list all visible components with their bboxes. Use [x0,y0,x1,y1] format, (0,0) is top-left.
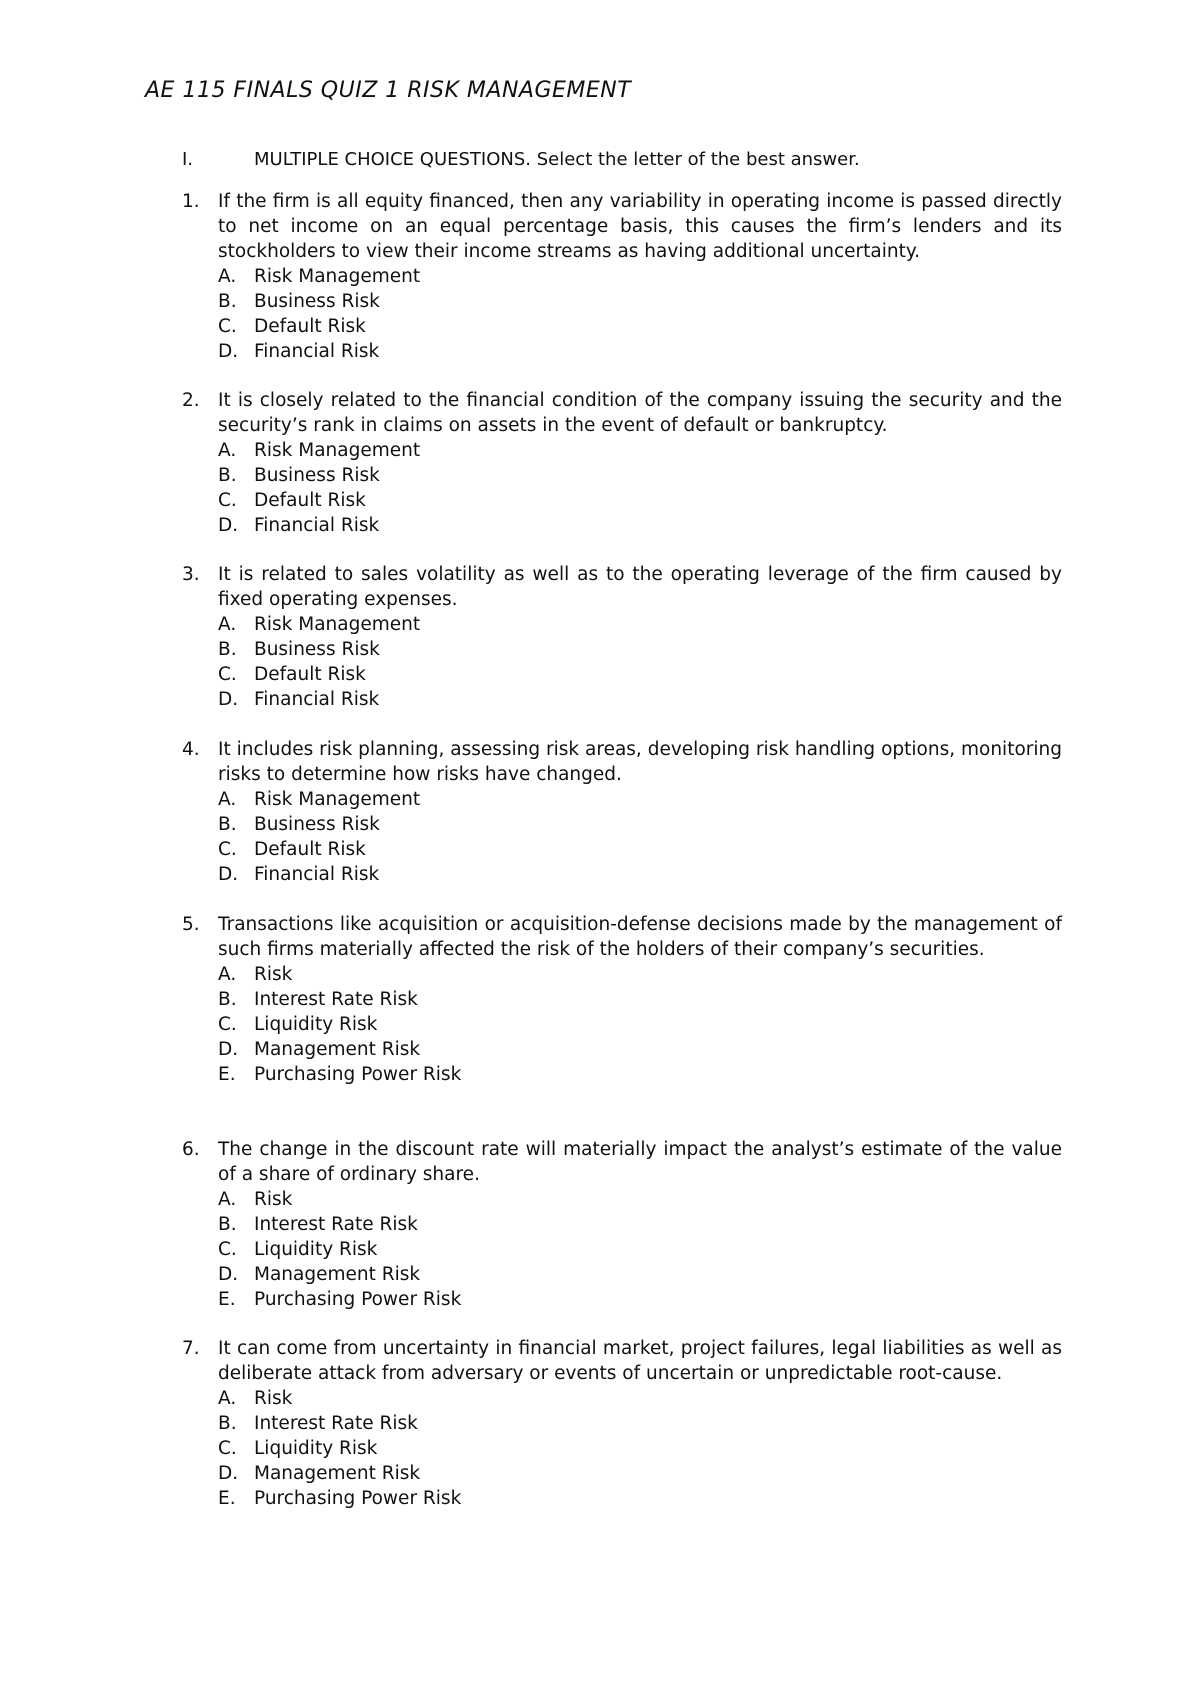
option-c: C. Liquidity Risk [218,1014,378,1035]
option-b: B. Interest Rate Risk [218,1214,418,1235]
option-a: A. Risk [218,1189,293,1210]
option-d: D. Management Risk [218,1039,421,1060]
option-list [218,1187,1062,1312]
option-a: A. Risk Management [218,789,421,810]
option-d: D. Financial Risk [218,864,380,885]
question-1 [182,189,1062,364]
question-number: 2. [182,390,200,411]
question-stem: Transactions like acquisition or acquisition-defense decisions made by the management of such firms materially affected the risk of the holders of their company’s securities. [218,914,1062,960]
option-d: D. Financial Risk [218,341,380,362]
option-e: E. Purchasing Power Risk [218,1289,462,1310]
option-a: A. Risk Management [218,266,421,287]
question-3 [182,562,1062,712]
question-stem: The change in the discount rate will materially impact the analyst’s estimate of the value of a share of ordinary share. [218,1139,1062,1185]
section-instructions: MULTIPLE CHOICE QUESTIONS. Select the letter of the best answer. [254,149,860,170]
option-c: C. Liquidity Risk [218,1438,378,1459]
section-numeral: I. [182,149,194,170]
question-5 [182,912,1062,1087]
option-d: D. Financial Risk [218,689,380,710]
option-d: D. Management Risk [218,1463,421,1484]
question-number: 3. [182,564,200,585]
question-6 [182,1137,1062,1312]
option-list [218,962,1062,1087]
option-a: A. Risk [218,1388,293,1409]
option-b: B. Business Risk [218,465,380,486]
option-b: B. Business Risk [218,639,380,660]
question-number: 4. [182,739,200,760]
question-number: 6. [182,1139,200,1160]
question-stem: It is related to sales volatility as well as to the operating leverage of the firm caused by fixed operating expenses. [218,564,1062,610]
option-c: C. Default Risk [218,664,366,685]
option-list [218,612,1062,712]
question-4 [182,737,1062,887]
question-stem: If the firm is all equity financed, then any variability in operating income is passed directly to net income on an equal percentage basis, this causes the firm’s lenders and its stockholders to view their income streams as having additional uncertainty. [218,191,1062,262]
question-stem: It can come from uncertainty in financial market, project failures, legal liabilities as well as deliberate attack from adversary or events of uncertain or unpredictable root-cause. [218,1338,1062,1384]
section-heading [182,149,860,170]
option-a: A. Risk Management [218,440,421,461]
option-d: D. Financial Risk [218,515,380,536]
option-d: D. Management Risk [218,1264,421,1285]
option-c: C. Default Risk [218,839,366,860]
option-c: C. Default Risk [218,316,366,337]
option-b: B. Interest Rate Risk [218,989,418,1010]
question-stem: It is closely related to the financial condition of the company issuing the security and the security’s rank in claims on assets in the event of default or bankruptcy. [218,390,1062,436]
document-title: AE 115 FINALS QUIZ 1 RISK MANAGEMENT [145,78,632,103]
option-c: C. Liquidity Risk [218,1239,378,1260]
question-number: 1. [182,191,200,212]
question-number: 7. [182,1338,200,1359]
option-list [218,438,1062,538]
question-2 [182,388,1062,538]
option-b: B. Interest Rate Risk [218,1413,418,1434]
question-7 [182,1336,1062,1511]
option-c: C. Default Risk [218,490,366,511]
option-e: E. Purchasing Power Risk [218,1064,462,1085]
option-a: A. Risk [218,964,293,985]
question-number: 5. [182,914,200,935]
option-list [218,787,1062,887]
option-b: B. Business Risk [218,291,380,312]
option-list [218,1386,1062,1511]
question-stem: It includes risk planning, assessing risk areas, developing risk handling options, monitoring risks to determine how risks have changed. [218,739,1062,785]
option-a: A. Risk Management [218,614,421,635]
option-b: B. Business Risk [218,814,380,835]
option-list [218,264,1062,364]
option-e: E. Purchasing Power Risk [218,1488,462,1509]
